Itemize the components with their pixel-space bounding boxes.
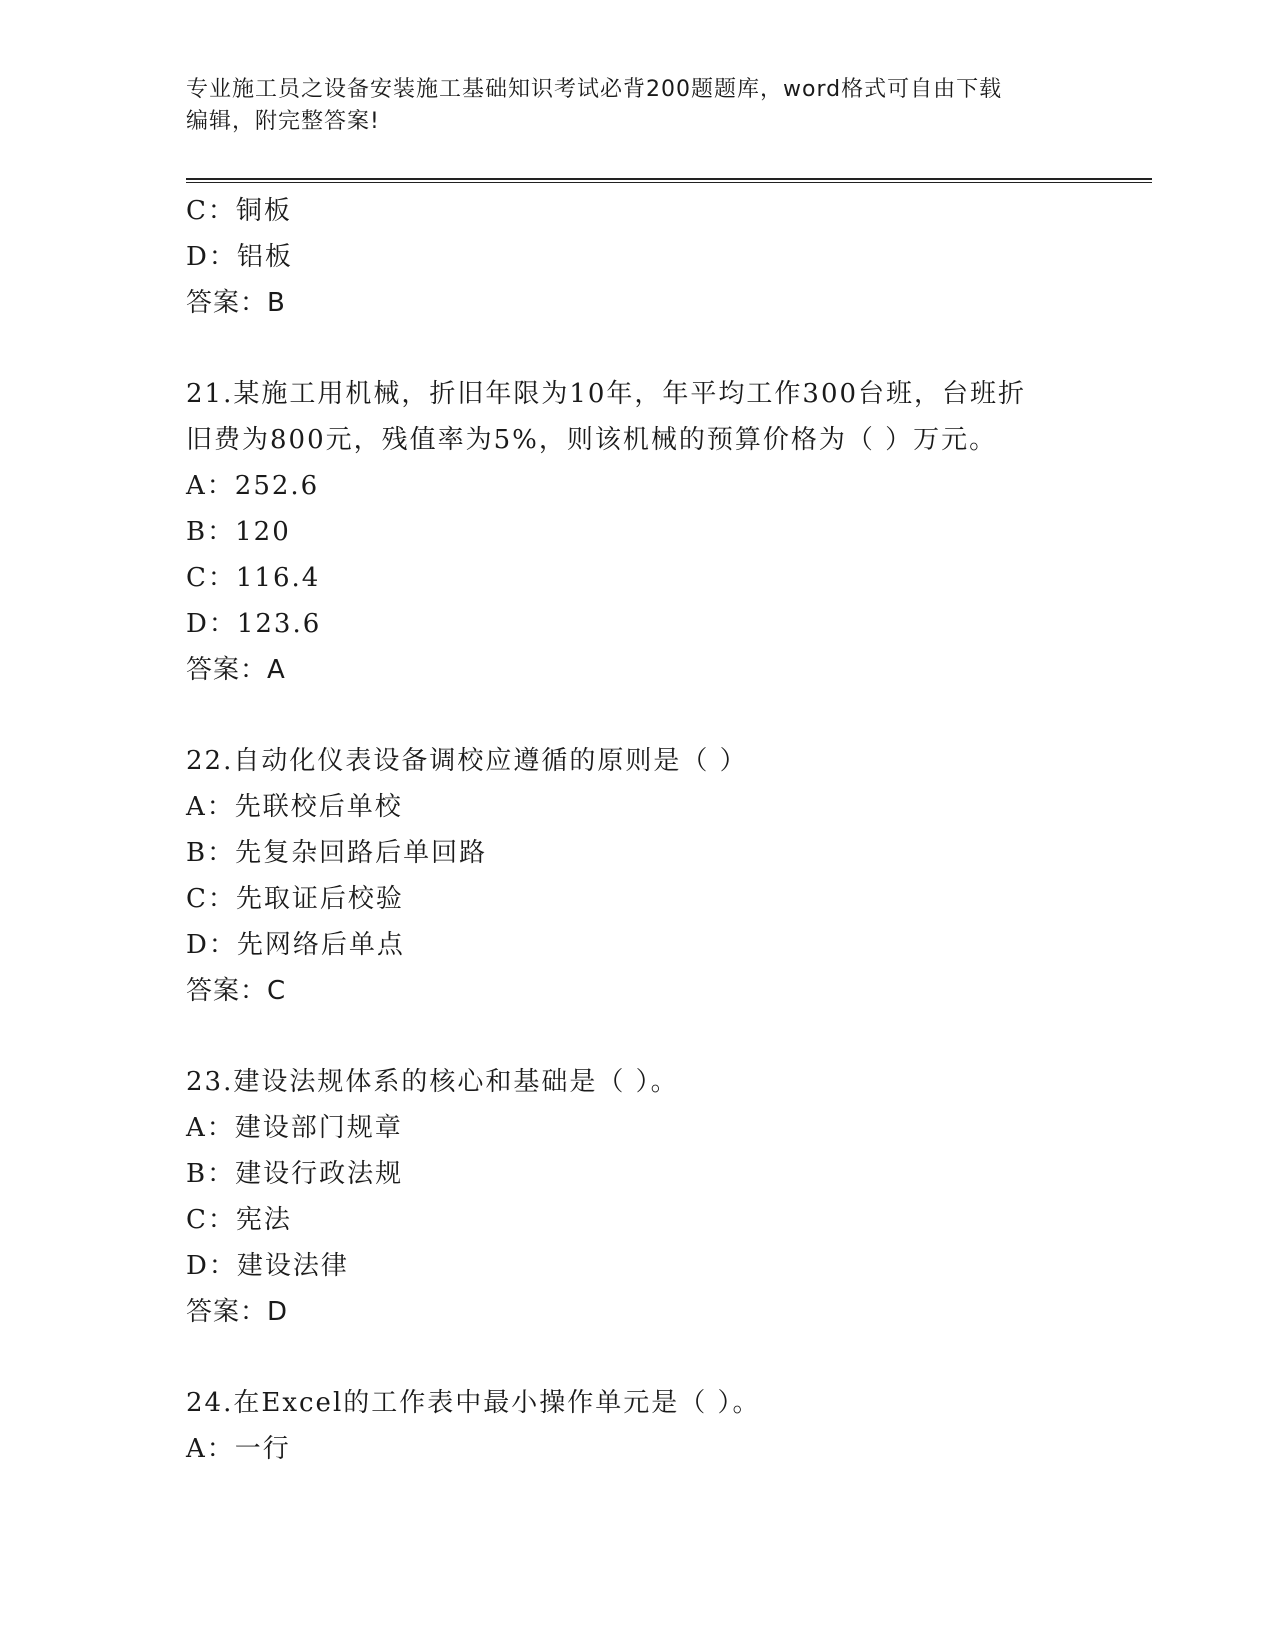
- spacer: [186, 1014, 1116, 1059]
- option-a: A：建设部门规章: [186, 1113, 403, 1143]
- option-d: D：先网络后单点: [186, 930, 405, 960]
- question-block-22: [186, 738, 1116, 1014]
- spacer: [186, 693, 1116, 738]
- answer-line: 答案：C: [186, 976, 287, 1006]
- option-b: B：先复杂回路后单回路: [186, 838, 488, 868]
- answer-line: 答案：A: [186, 655, 286, 685]
- document-header: [186, 74, 1086, 138]
- option-b: B：建设行政法规: [186, 1159, 404, 1189]
- question-block-24: [186, 1380, 1116, 1472]
- spacer: [186, 1335, 1116, 1380]
- answer-line: 答案：D: [186, 1297, 289, 1327]
- header-title-line-2: 编辑，附完整答案!: [186, 109, 380, 134]
- spacer: [186, 326, 1116, 371]
- question-block-21: [186, 371, 1116, 693]
- question-block-prev: [186, 188, 1116, 326]
- option-d: D：123.6: [186, 609, 322, 639]
- option-a: A：一行: [186, 1434, 291, 1464]
- option-c: C：先取证后校验: [186, 884, 404, 914]
- answer-line: 答案：B: [186, 288, 286, 318]
- option-d: D：铝板: [186, 242, 293, 272]
- question-text-line-2: 旧费为800元，残值率为5%，则该机械的预算价格为（ ）万元。: [186, 425, 998, 455]
- question-block-23: [186, 1059, 1116, 1335]
- header-title-line-1: 专业施工员之设备安装施工基础知识考试必背200题题库，word格式可自由下载: [186, 77, 1003, 102]
- header-divider: [186, 178, 1152, 183]
- question-text-line-1: 22.自动化仪表设备调校应遵循的原则是（ ）: [186, 746, 748, 776]
- option-b: B：120: [186, 517, 291, 547]
- option-d: D：建设法律: [186, 1251, 349, 1281]
- question-text-line-1: 24.在Excel的工作表中最小操作单元是（ ）。: [186, 1388, 761, 1418]
- option-c: C：宪法: [186, 1205, 292, 1235]
- question-text-line-1: 21.某施工用机械，折旧年限为10年，年平均工作300台班，台班折: [186, 379, 1027, 409]
- option-a: A：先联校后单校: [186, 792, 403, 822]
- option-a: A：252.6: [186, 471, 320, 501]
- question-text-line-1: 23.建设法规体系的核心和基础是（ ）。: [186, 1067, 679, 1097]
- option-c: C：铜板: [186, 196, 292, 226]
- option-c: C：116.4: [186, 563, 321, 593]
- question-list: [186, 188, 1116, 1472]
